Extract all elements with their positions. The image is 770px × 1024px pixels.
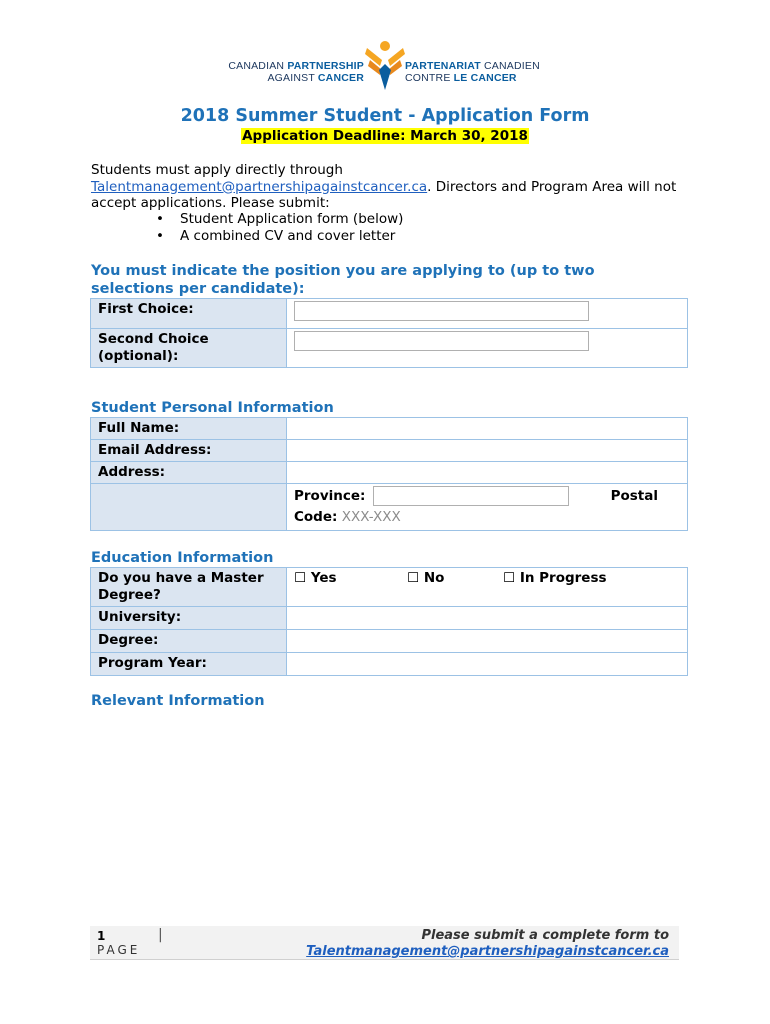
- page-number: 1: [97, 929, 106, 943]
- program-year-field[interactable]: [287, 653, 688, 676]
- email-address-label: Email Address:: [91, 440, 287, 462]
- footer-email-link[interactable]: Talentmanagement@partnershipagainstcancer.ca: [306, 944, 669, 959]
- list-item: • Student Application form (below): [156, 211, 404, 227]
- checkbox-icon: ☐: [503, 570, 516, 586]
- submission-list: [156, 211, 403, 244]
- logo-figure-icon: [364, 40, 406, 92]
- degree-label: Degree:: [91, 630, 287, 653]
- personal-table: [90, 417, 688, 531]
- page-footer: [90, 926, 679, 960]
- province-field[interactable]: [373, 486, 569, 506]
- master-degree-label: Do you have a Master Degree?: [91, 568, 287, 607]
- talent-email-link[interactable]: Talentmanagement@partnershipagainstcancer.ca: [91, 178, 428, 195]
- relevant-heading: Relevant Information: [91, 693, 265, 709]
- university-label: University:: [91, 607, 287, 630]
- address-field[interactable]: [287, 462, 688, 484]
- form-title: 2018 Summer Student - Application Form: [180, 106, 590, 126]
- second-choice-field[interactable]: [294, 331, 589, 351]
- logo-english-text: CANADIAN PARTNERSHIP AGAINST CANCER: [228, 60, 364, 84]
- page-label: PAGE: [97, 943, 141, 957]
- first-choice-field[interactable]: [294, 301, 589, 321]
- full-name-field[interactable]: [287, 418, 688, 440]
- education-heading: Education Information: [91, 550, 274, 566]
- application-deadline: Application Deadline: March 30, 2018: [242, 128, 528, 144]
- checkbox-yes[interactable]: ☐ Yes: [294, 570, 337, 586]
- footer-message: Please submit a complete form to Talentmanagement@partnershipagainstcancer.ca: [306, 928, 669, 959]
- checkbox-icon: ☐: [294, 570, 307, 586]
- full-name-label: Full Name:: [91, 418, 287, 440]
- postal-code-field[interactable]: XXX-XXX: [341, 509, 401, 525]
- list-item: • A combined CV and cover letter: [156, 227, 396, 244]
- checkbox-in-progress[interactable]: ☐ In Progress: [503, 570, 607, 586]
- checkbox-icon: ☐: [407, 570, 420, 586]
- footer-separator: |: [158, 927, 163, 943]
- position-heading: You must indicate the position you are applying to (up to two selections per candidate):: [91, 263, 595, 297]
- intro-paragraph: Students must apply directly through Talentmanagement@partnershipagainstcancer.ca. Directors and Program Area will not accept applications. Please submit:: [91, 162, 677, 211]
- checkbox-no[interactable]: ☐ No: [407, 570, 445, 586]
- organization-logo: [0, 40, 770, 92]
- postal-label: Postal: [610, 487, 658, 504]
- code-label: Code:: [294, 509, 338, 525]
- second-choice-label: Second Choice (optional):: [91, 329, 287, 368]
- position-table: [90, 298, 688, 368]
- degree-field[interactable]: [287, 630, 688, 653]
- first-choice-label: First Choice:: [91, 299, 287, 329]
- province-label: Province:: [294, 487, 366, 504]
- program-year-label: Program Year:: [91, 653, 287, 676]
- logo-french-text: PARTENARIAT CANADIEN CONTRE LE CANCER: [405, 60, 540, 84]
- education-table: [90, 567, 688, 676]
- personal-heading: Student Personal Information: [91, 400, 334, 416]
- email-address-field[interactable]: [287, 440, 688, 462]
- address-label: Address:: [91, 462, 287, 484]
- university-field[interactable]: [287, 607, 688, 630]
